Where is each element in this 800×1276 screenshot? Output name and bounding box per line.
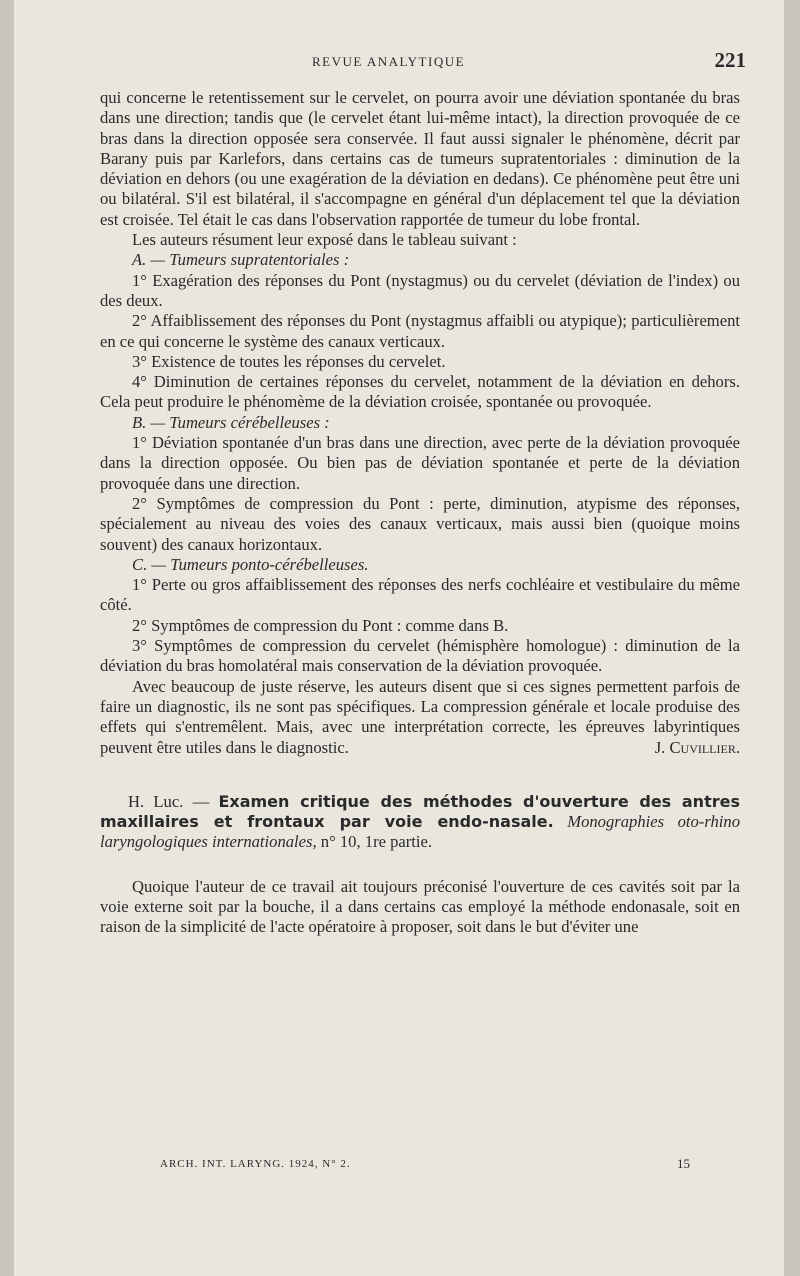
running-head xyxy=(14,48,784,72)
conclusion-text: Avec beaucoup de juste réserve, les auteurs disent que si ces signes permettent parfois de faire un diagnostic, ils ne sont pas spécifiques. La compression générale et locale produise des effets qui s'entremêlent. Mais, avec une interprétation correcte, les épreuves labyrintiques peuvent être utiles dans le diagnostic. xyxy=(100,676,740,757)
list-item: 2° Symptômes de compression du Pont : perte, diminution, atypisme des réponses, spécialement au niveau des voies des canaux verticaux, mais aussi bien (quoique moins souvent) des canaux horizontaux. xyxy=(100,493,740,554)
list-item: 1° Déviation spontanée d'un bras dans une direction, avec perte de la déviation provoquée dans la direction opposée. Ou bien pas de déviation spontanée et perte de la déviation provoquée dans une direction. xyxy=(100,433,740,493)
running-head-title: REVUE ANALYTIQUE xyxy=(312,54,466,69)
list-item: 3° Existence de toutes les réponses du cervelet. xyxy=(132,351,446,371)
reviewer-signature: J. Cuvillier. xyxy=(654,737,740,757)
article-source-ref: n° 10, 1re partie. xyxy=(320,832,433,852)
list-item: 1° Perte ou gros affaiblissement des réponses des nerfs cochléaire et vestibulaire du même côté. xyxy=(100,575,740,615)
spacer xyxy=(100,853,740,877)
article-author: H. Luc. — xyxy=(128,791,210,811)
list-item: 2° Symptômes de compression du Pont : comme dans B. xyxy=(132,615,509,635)
footer-journal: ARCH. INT. LARYNG. 1924, N° 2. xyxy=(160,1158,351,1170)
paragraph: Les auteurs résument leur exposé dans le tableau suivant : xyxy=(132,230,517,250)
section-heading-c xyxy=(100,555,740,575)
paragraph: Quoique l'auteur de ce travail ait toujours préconisé l'ouverture de ces cavités soit par la voie externe soit par la bouche, il a dans certains cas employé la méthode endonasale, soit en raison de la simplicité de l'acte opératoire à proposer, soit dans le but d'éviter une xyxy=(100,876,740,937)
footer xyxy=(160,1158,720,1174)
paragraph: qui concerne le retentissement sur le cervelet, on pourra avoir une déviation spontanée du bras dans une direction; tandis que (le cervelet étant lui-même intact), la direction provoquée de ce bras dans la direction opposée sera conservée. Il faut aussi signaler le phénomène, décrit par Barany puis par Karlefors, dans certains cas de tumeurs supratentoriales : diminution de la déviation en dehors (ou une exagération de la déviation en dedans). Ce phénomène peut être uni ou bilatéral. S'il est bilatéral, il s'accompagne en général d'un déplacement tel que la déviation est croisée. Tel était le cas dans l'observation rapportée de tumeur du lobe frontal. xyxy=(100,88,740,229)
article-source: Monographies oto-rhino laryngologiques internationales, xyxy=(100,812,740,852)
section-title: A. — Tumeurs supratentoriales : xyxy=(132,250,350,270)
list-item: 3° Symptômes de compression du cervelet (hémisphère homologue) : diminution de la déviation du bras homolatéral mais conservation de la déviation provoquée. xyxy=(100,636,740,676)
list-item: 4° Diminution de certaines réponses du cervelet, notamment de la déviation en dehors. Cela peut produire le phénomème de la déviation croisée, spontanée ou provoquée. xyxy=(100,372,740,412)
article-heading xyxy=(100,792,740,853)
section-title: C. — Tumeurs ponto-cérébelleuses. xyxy=(132,554,369,574)
section-heading-b xyxy=(100,413,740,433)
section-heading-a xyxy=(100,250,740,270)
body-text xyxy=(100,88,740,938)
page-number: 221 xyxy=(714,48,746,72)
page xyxy=(14,0,784,1276)
list-item: 2° Affaiblissement des réponses du Pont (nystagmus affaibli ou atypique); particulièrement en ce qui concerne le système des canaux verticaux. xyxy=(100,311,740,351)
list-item: 1° Exagération des réponses du Pont (nystagmus) ou du cervelet (déviation de l'index) ou des deux. xyxy=(100,270,740,310)
spacer xyxy=(100,758,740,792)
article-title: Examen critique des méthodes d'ouverture des antres maxillaires et frontaux par voie endo-nasale. xyxy=(100,791,740,832)
signature-mark: 15 xyxy=(677,1156,690,1171)
conclusion-paragraph xyxy=(100,677,740,758)
section-title: B. — Tumeurs cérébelleuses : xyxy=(132,412,330,432)
